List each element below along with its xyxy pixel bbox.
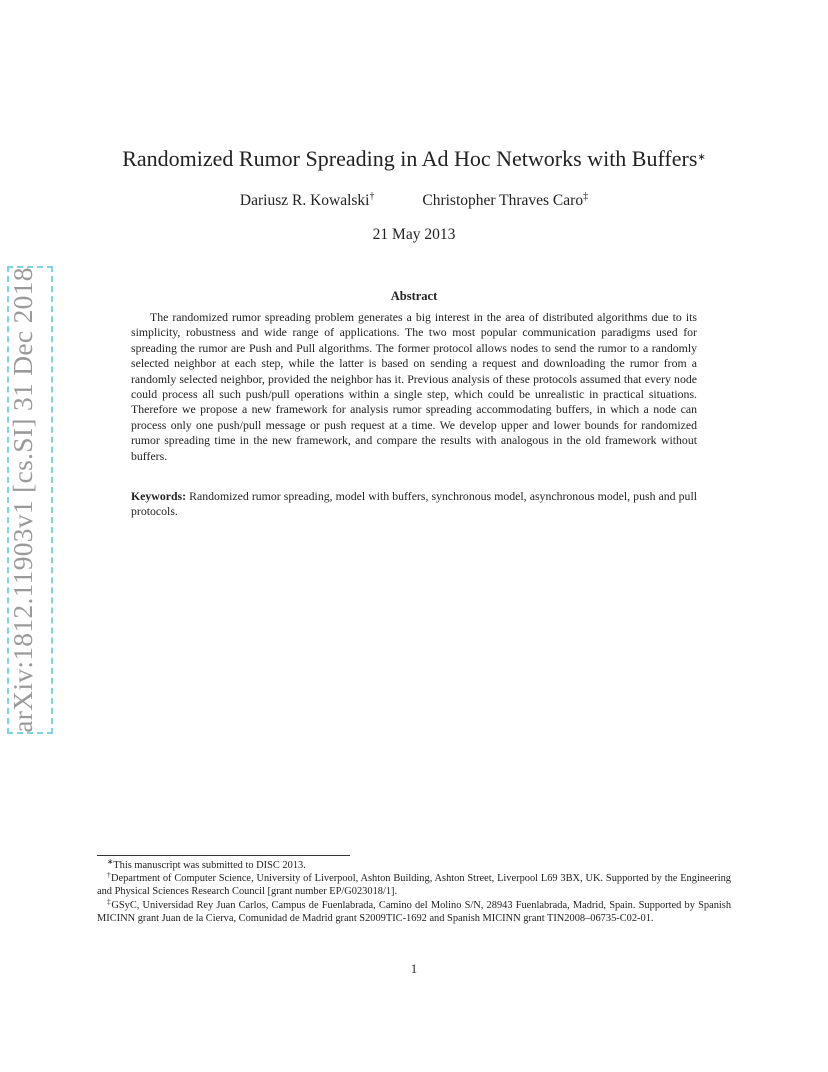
footnote-mark: ‡ (107, 896, 112, 906)
paper-title: Randomized Rumor Spreading in Ad Hoc Networks with Buffers (122, 146, 698, 171)
arxiv-identifier: arXiv:1812.11903v1 [cs.SI] 31 Dec 2018 (7, 267, 38, 733)
author-name: Dariusz R. Kowalski (239, 192, 370, 209)
footnote (97, 859, 731, 872)
author-list (0, 192, 828, 210)
author (240, 192, 375, 210)
author-footnote-mark: ‡ (583, 191, 589, 202)
footnote-rule (97, 855, 350, 856)
abstract-heading: Abstract (390, 289, 438, 303)
footnote-mark: † (107, 870, 111, 880)
footnote-text: Department of Computer Science, University of Liverpool, Ashton Building, Ashton Street, Liverpool L69 3BX, UK. Supported by the Engineering and Physical Sciences Research Council [grant number EP/G023018/1]. (97, 873, 731, 898)
keywords (131, 489, 697, 520)
footnote (97, 872, 731, 898)
footnote (97, 896, 732, 925)
page-number: 1 (410, 962, 418, 976)
footnote-text: This manuscript was submitted to DISC 2013. (113, 860, 306, 871)
footnote-text: GSyC, Universidad Rey Juan Carlos, Campus de Fuenlabrada, Camino del Molino S/N, 28943 Fuenlabrada, Madrid, Spain. Supported by Spanish MICINN grant Juan de la Cierva, Comunidad de Madrid grant S2009TIC-1692 and Spanish MICINN grant TIN2008–06735-C02-01. (97, 899, 732, 924)
keywords-text: Randomized rumor spreading, model with buffers, synchronous model, asynchronous model, push and pull protocols. (131, 489, 698, 519)
author-footnote-mark: † (369, 191, 375, 202)
abstract-body: The randomized rumor spreading problem generates a big interest in the area of distributed algorithms due to its simplicity, robustness and wide range of applications. The two most popular communication paradigms used for spreading the rumor are Push and Pull algorithms. The former protocol allows nodes to send the rumor to a randomly selected neighbor at each step, while the latter is based on sending a request and downloading the rumor from a randomly selected neighbor, provided the neighbor has it. Previous analysis of these protocols assumed that every node could process all such push/pull operations within a single step, which could be unrealistic in practical situations. Therefore we propose a new framework for analysis rumor spreading accommodating buffers, in which a node can process only one push/pull message or push request at a time. We develop upper and lower bounds for randomized rumor spreading time in the new framework, and compare the results with analogous in the old framework without buffers. (131, 310, 697, 463)
keywords-label: Keywords: (131, 489, 187, 503)
author-name: Christopher Thraves Caro (422, 192, 584, 209)
author (422, 192, 588, 210)
title-footnote-mark: ∗ (697, 152, 706, 163)
paper-date: 21 May 2013 (372, 226, 456, 243)
footnote-mark: ∗ (107, 857, 114, 866)
paper-title-line (0, 146, 828, 172)
footnotes (97, 859, 731, 925)
